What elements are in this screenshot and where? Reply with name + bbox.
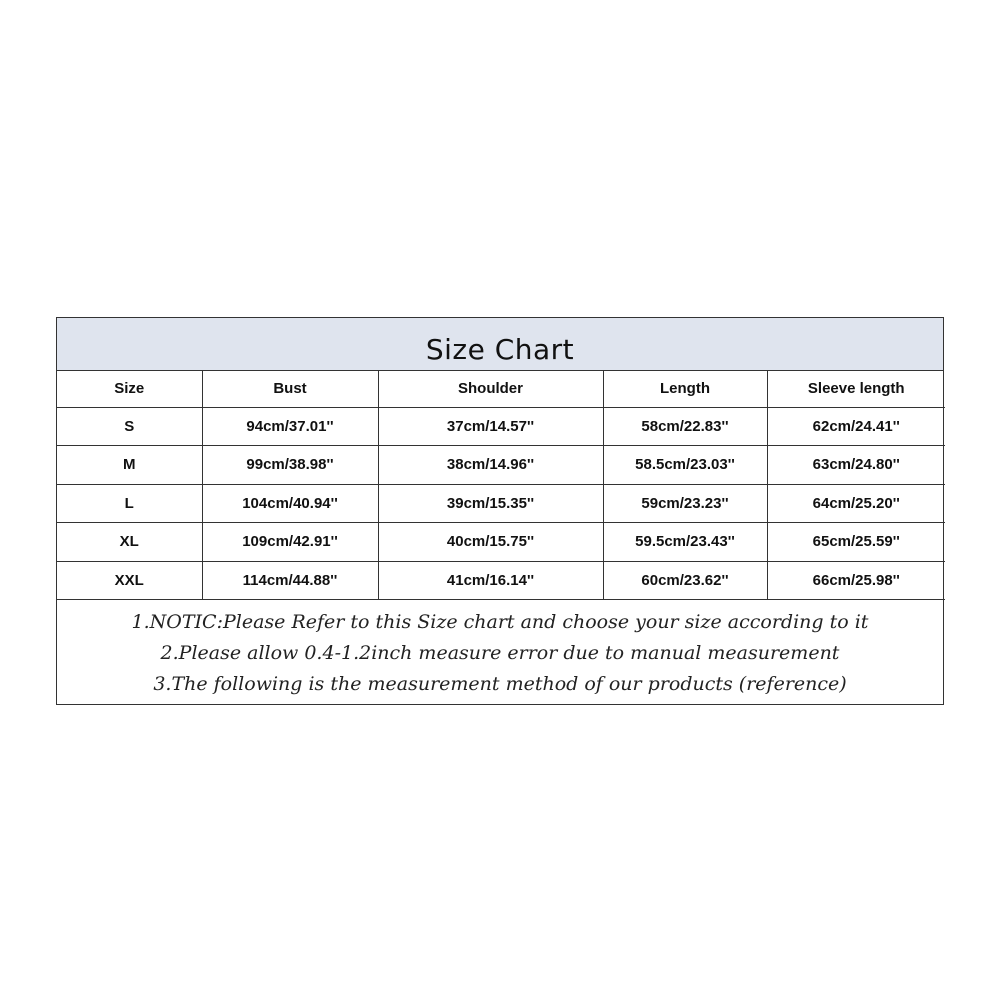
- cell-sleeve-length: 62cm/24.41'': [767, 407, 945, 446]
- size-table: [57, 371, 945, 600]
- header-size: Size: [57, 371, 202, 407]
- size-chart: [56, 317, 944, 705]
- notes-section: [57, 600, 943, 707]
- header-length: Length: [603, 371, 767, 407]
- cell-bust: 104cm/40.94'': [202, 484, 378, 523]
- cell-size: L: [57, 484, 202, 523]
- cell-size: M: [57, 446, 202, 485]
- note-line: 3.The following is the measurement method of our products (reference): [153, 673, 847, 695]
- table-row: [57, 561, 945, 600]
- cell-size: S: [57, 407, 202, 446]
- cell-size: XL: [57, 523, 202, 562]
- header-bust: Bust: [202, 371, 378, 407]
- cell-length: 58.5cm/23.03'': [603, 446, 767, 485]
- cell-sleeve-length: 64cm/25.20'': [767, 484, 945, 523]
- table-row: [57, 407, 945, 446]
- cell-sleeve-length: 66cm/25.98'': [767, 561, 945, 600]
- cell-shoulder: 39cm/15.35'': [378, 484, 603, 523]
- header-shoulder: Shoulder: [378, 371, 603, 407]
- table-row: [57, 523, 945, 562]
- cell-bust: 94cm/37.01'': [202, 407, 378, 446]
- cell-shoulder: 37cm/14.57'': [378, 407, 603, 446]
- cell-size: XXL: [57, 561, 202, 600]
- header-sleeve-length: Sleeve length: [767, 371, 945, 407]
- cell-shoulder: 40cm/15.75'': [378, 523, 603, 562]
- cell-length: 59.5cm/23.43'': [603, 523, 767, 562]
- cell-sleeve-length: 63cm/24.80'': [767, 446, 945, 485]
- cell-length: 59cm/23.23'': [603, 484, 767, 523]
- cell-sleeve-length: 65cm/25.59'': [767, 523, 945, 562]
- cell-shoulder: 38cm/14.96'': [378, 446, 603, 485]
- cell-length: 60cm/23.62'': [603, 561, 767, 600]
- cell-bust: 114cm/44.88'': [202, 561, 378, 600]
- note-line: 1.NOTIC:Please Refer to this Size chart and choose your size according to it: [131, 611, 869, 633]
- chart-title: Size Chart: [425, 333, 575, 366]
- table-row: [57, 484, 945, 523]
- note-line: 2.Please allow 0.4-1.2inch measure error due to manual measurement: [160, 642, 840, 664]
- title-bar: [57, 318, 943, 371]
- cell-length: 58cm/22.83'': [603, 407, 767, 446]
- table-row: [57, 446, 945, 485]
- cell-shoulder: 41cm/16.14'': [378, 561, 603, 600]
- cell-bust: 109cm/42.91'': [202, 523, 378, 562]
- cell-bust: 99cm/38.98'': [202, 446, 378, 485]
- table-header-row: [57, 371, 945, 407]
